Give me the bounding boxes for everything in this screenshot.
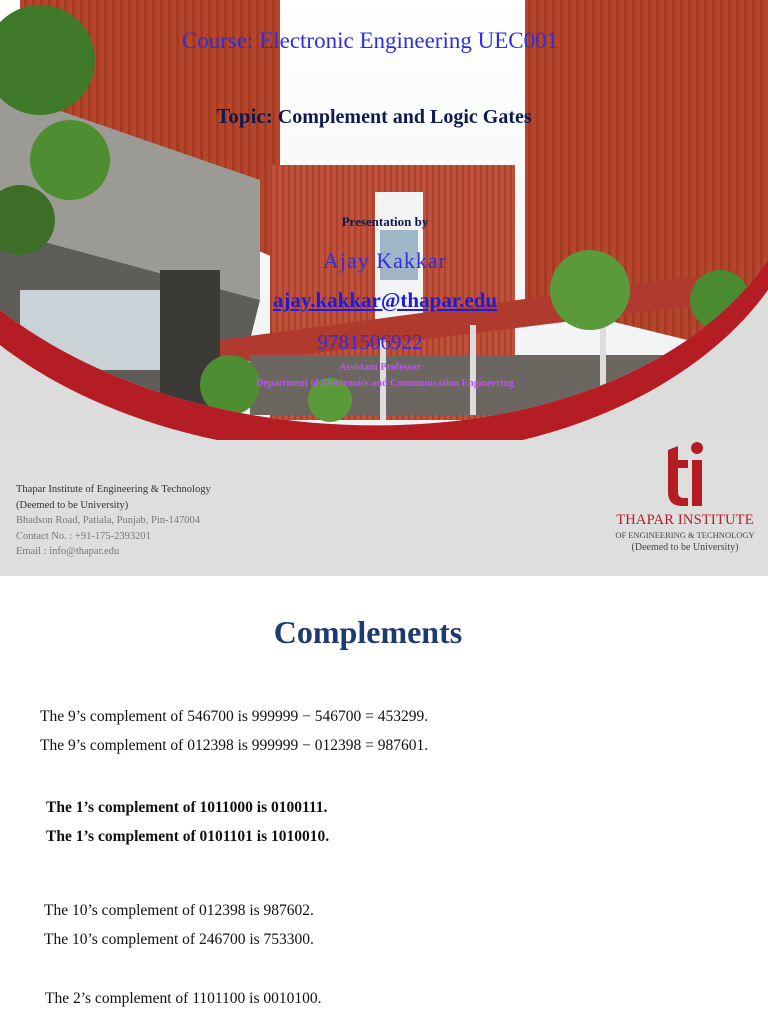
- author-email-link[interactable]: ajay.kakkar@thapar.edu: [272, 288, 498, 312]
- complements-slide: [0, 576, 768, 1024]
- topic-label: Topic:: [216, 104, 273, 128]
- institute-contact: Contact No. : +91-175-2393201: [16, 530, 151, 542]
- campus-building-photo: [0, 0, 768, 460]
- institute-logo: [610, 436, 760, 566]
- ones-complement-line: The 1’s complement of 1011000 is 0100111.: [46, 799, 328, 816]
- nines-complement-line: The 9’s complement of 546700 is 999999 − 546700 = 453299.: [40, 708, 429, 725]
- institute-address: Bhadson Road, Patiala, Punjab, Pin-147004: [16, 515, 201, 526]
- logo-subtitle: OF ENGINEERING & TECHNOLOGY: [615, 530, 755, 540]
- institute-status: (Deemed to be University): [16, 499, 129, 511]
- topic-line: [0, 104, 748, 129]
- author-role: Assistant Professor: [339, 362, 421, 373]
- institute-name: Thapar Institute of Engineering & Technology: [16, 484, 211, 495]
- logo-name: THAPAR INSTITUTE: [616, 512, 754, 528]
- slide-title: Complements: [273, 614, 463, 650]
- author-name: Ajay Kakkar: [322, 248, 447, 273]
- presentation-by-label: Presentation by: [341, 214, 429, 229]
- author-department: Department of Electronics and Communication Engineering: [256, 378, 514, 389]
- institute-address-block: [16, 482, 211, 560]
- institute-email: Email : info@thapar.edu: [16, 546, 120, 557]
- nines-complement-line: The 9’s complement of 012398 is 999999 − 012398 = 987601.: [40, 737, 429, 754]
- twos-complement-line: The 2’s complement of 1101100 is 0010100.: [45, 990, 322, 1007]
- author-phone: 9781506922: [317, 330, 423, 354]
- ti-logo-mark-icon: [610, 436, 760, 512]
- topic-value: Complement and Logic Gates: [277, 106, 532, 128]
- course-line: Course: Electronic Engineering UEC001: [181, 28, 559, 53]
- tens-complement-line: The 10’s complement of 246700 is 753300.: [44, 931, 314, 948]
- logo-deemed: (Deemed to be University): [631, 542, 739, 553]
- ones-complement-line: The 1’s complement of 0101101 is 1010010.: [46, 828, 330, 845]
- tens-complement-line: The 10’s complement of 012398 is 987602.: [44, 902, 314, 919]
